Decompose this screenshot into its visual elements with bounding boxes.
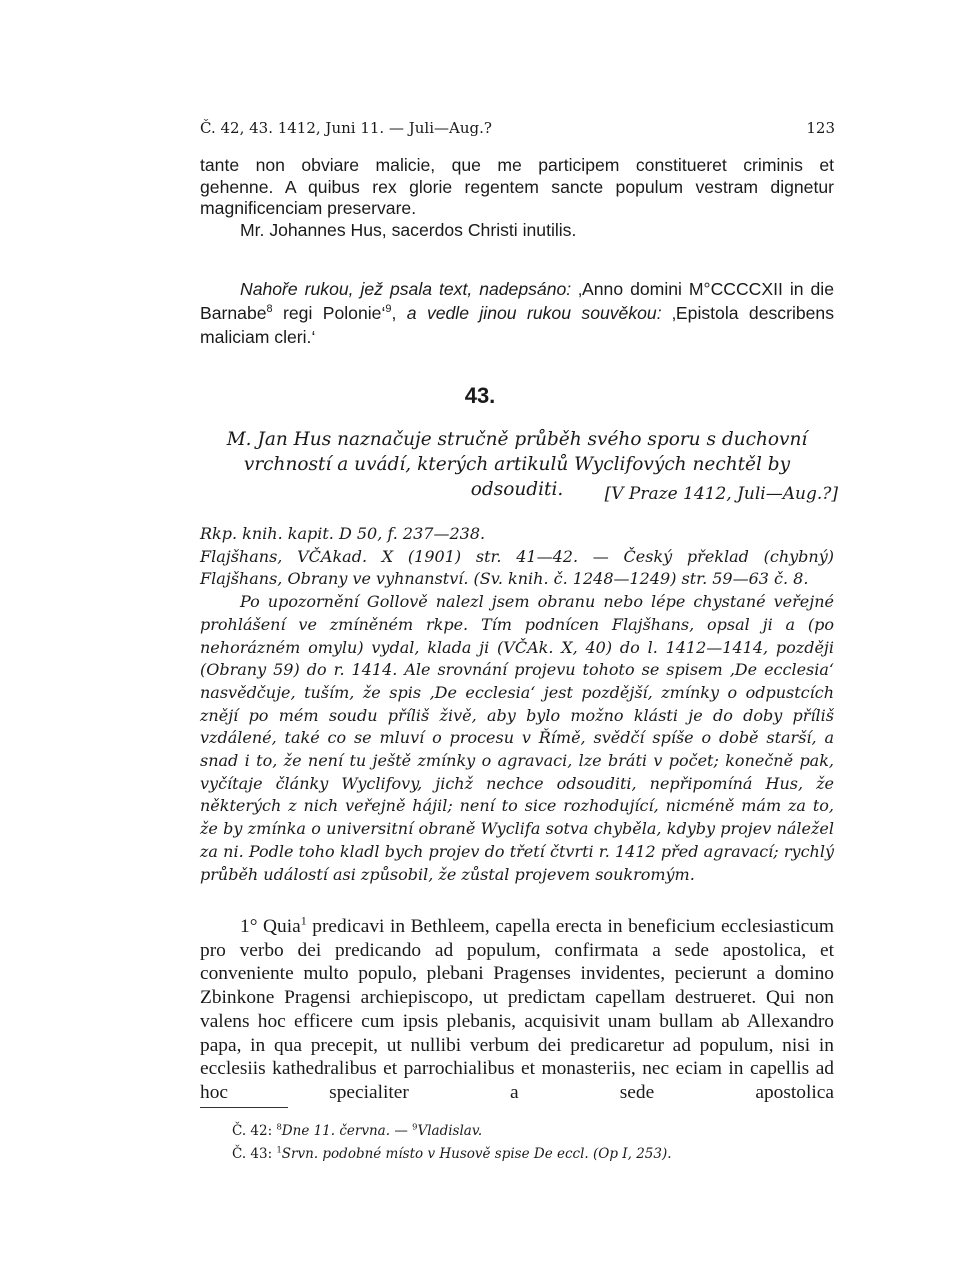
- address-note: Nahoře rukou, jež psala text, nadepsáno: ‚Anno domini M°CCCCXII in die Barnabe$^8$ regi Polonie‘$^9$, a vedle jinou rukou souvěkou: ‚Epistola describens maliciam cleri.‘: [200, 279, 834, 347]
- footnote-mark: 8: [276, 1121, 282, 1132]
- footnote-separator: —: [394, 1123, 408, 1139]
- commentary: Po upozornění Gollově nalezl jsem obranu nebo lépe chystané veřejné prohlášení ve zmíněném rkpe. Tím podnícen Flajšhans, opsal ji a (po nehorázném omylu) vydal, klada ji (VČAk. X, 40) do l. 1412—1414, později (Obrany 59) do r. 1414. Ale srovnání projevu tohoto se spisem ‚De ecclesia‘ nasvědčuje, tuším, že spis ‚De ecclesia‘ jest pozdější, zmínky o odpustcích znějí po mém soudu příliš živě, aby bylo možno klásti je do doby příliš vzdálené, také co se mluví o procesu v Římě, svědčí spíše o době starší, a snad i to, že není tu ještě zmínky o agravaci, lze bráti v počet; konečně pak, vyčítaje články Wyclifovy, jichž nechce odsouditi, nepřipomíná Hus, že některých z nich veřejně hájil; není to sice rozhodující, nicméně mám za to, že by zmínka o universitní obraně Wyclifa sotva chyběla, kdyby projev náležel za ni. Podle toho kladl bych projev do třetí čtvrti r. 1412 před agravací; rychlý průběh událostí asi způsobil, že zůstal projevem soukromým.: [200, 592, 834, 884]
- footnote-label: Č. 42:: [232, 1123, 273, 1139]
- letter-signature: Mr. Johannes Hus, sacerdos Christi inutilis.: [240, 219, 577, 240]
- footnote-mark: 9: [412, 1121, 418, 1132]
- footnote-42: [232, 1123, 482, 1139]
- address-quote: ‚Anno domini M°CCCCXII in die Barnabe: [200, 279, 834, 323]
- source-entry: Flajšhans, VČAkad. X (1901) str. 41—42. — Český překlad (chybný) Flajšhans, Obrany ve vyhnanství. (Sv. knih. č. 1248—1249) str. 59—63 č. 8.: [200, 546, 834, 589]
- footnote-label: Č. 43:: [232, 1146, 273, 1162]
- latin-body: predicavi in Bethleem, capella erecta in beneficium ecclesiasticum pro verbo dei predicando ad populum, confirmata a sede apostolica, et conveniente multo populo, plebani Pragenses invidentes, pecierunt a domino Zbinkone Pragensi archiepiscopo, ut predictam capellam destrueret. Qui non valens hoc efficere cum ipsis plebanis, acquisivit unam bullam ab Allexandro papa, in qua precepit, ut nullibi verbum dei predicaretur ad populum, nisi in ecclesiis kathedralibus et parrochialibus et monasteriis, nec eciam in capellis ad hoc specialiter a sede apostolica: [200, 916, 834, 1103]
- footnote-text: Dne 11. června.: [281, 1123, 391, 1139]
- address-note-intro: Nahoře rukou, jež psala text, nadepsáno:: [240, 279, 572, 299]
- page-number: 123: [806, 119, 835, 137]
- footnote-divider: [200, 1107, 288, 1108]
- document-summary: M. Jan Hus naznačuje stručně průběh svého sporu s duchovní vrchností a uvádí, kterých artikulů Wyclifových nechtěl by odsouditi.: [226, 429, 808, 500]
- footnote-mark: 9: [385, 303, 392, 316]
- footnote-text: Srvn. podobné místo v Husově spise De eccl. (Op I, 253).: [281, 1146, 672, 1162]
- running-header: [200, 119, 835, 139]
- footnote-43: [232, 1146, 672, 1162]
- editorial-notes: [200, 523, 834, 886]
- footnote-mark: 1: [276, 1144, 282, 1155]
- letter-ending: [200, 155, 834, 241]
- source-entry: Rkp. knih. kapit. D 50, f. 237—238.: [200, 524, 486, 543]
- address-quote: regi Polonie: [272, 303, 382, 323]
- address-quote: ‚Epistola describens maliciam cleri.‘: [200, 303, 834, 347]
- date-place: [V Praze 1412, Juli—Aug.?]: [604, 484, 838, 504]
- letter-line: tante non obviare malicie, que me participem constitueret criminis et: [200, 155, 834, 175]
- footnote-mark: 8: [266, 303, 273, 316]
- header-reference: Č. 42, 43. 1412, Juni 11. — Juli—Aug.?: [200, 119, 492, 137]
- letter-line: magnificenciam preservare.: [200, 198, 417, 218]
- footnote-mark: 1: [300, 913, 307, 928]
- latin-lead: 1° Quia: [240, 916, 301, 937]
- latin-text: [200, 915, 834, 1105]
- address-note-mid: a vedle jinou rukou souvěkou:: [406, 303, 662, 323]
- document-number: 43.: [464, 383, 496, 408]
- letter-line: gehenne. A quibus rex glorie regentem sancte populum vestram dignetur: [200, 176, 834, 197]
- footnote-text: Vladislav.: [417, 1123, 483, 1139]
